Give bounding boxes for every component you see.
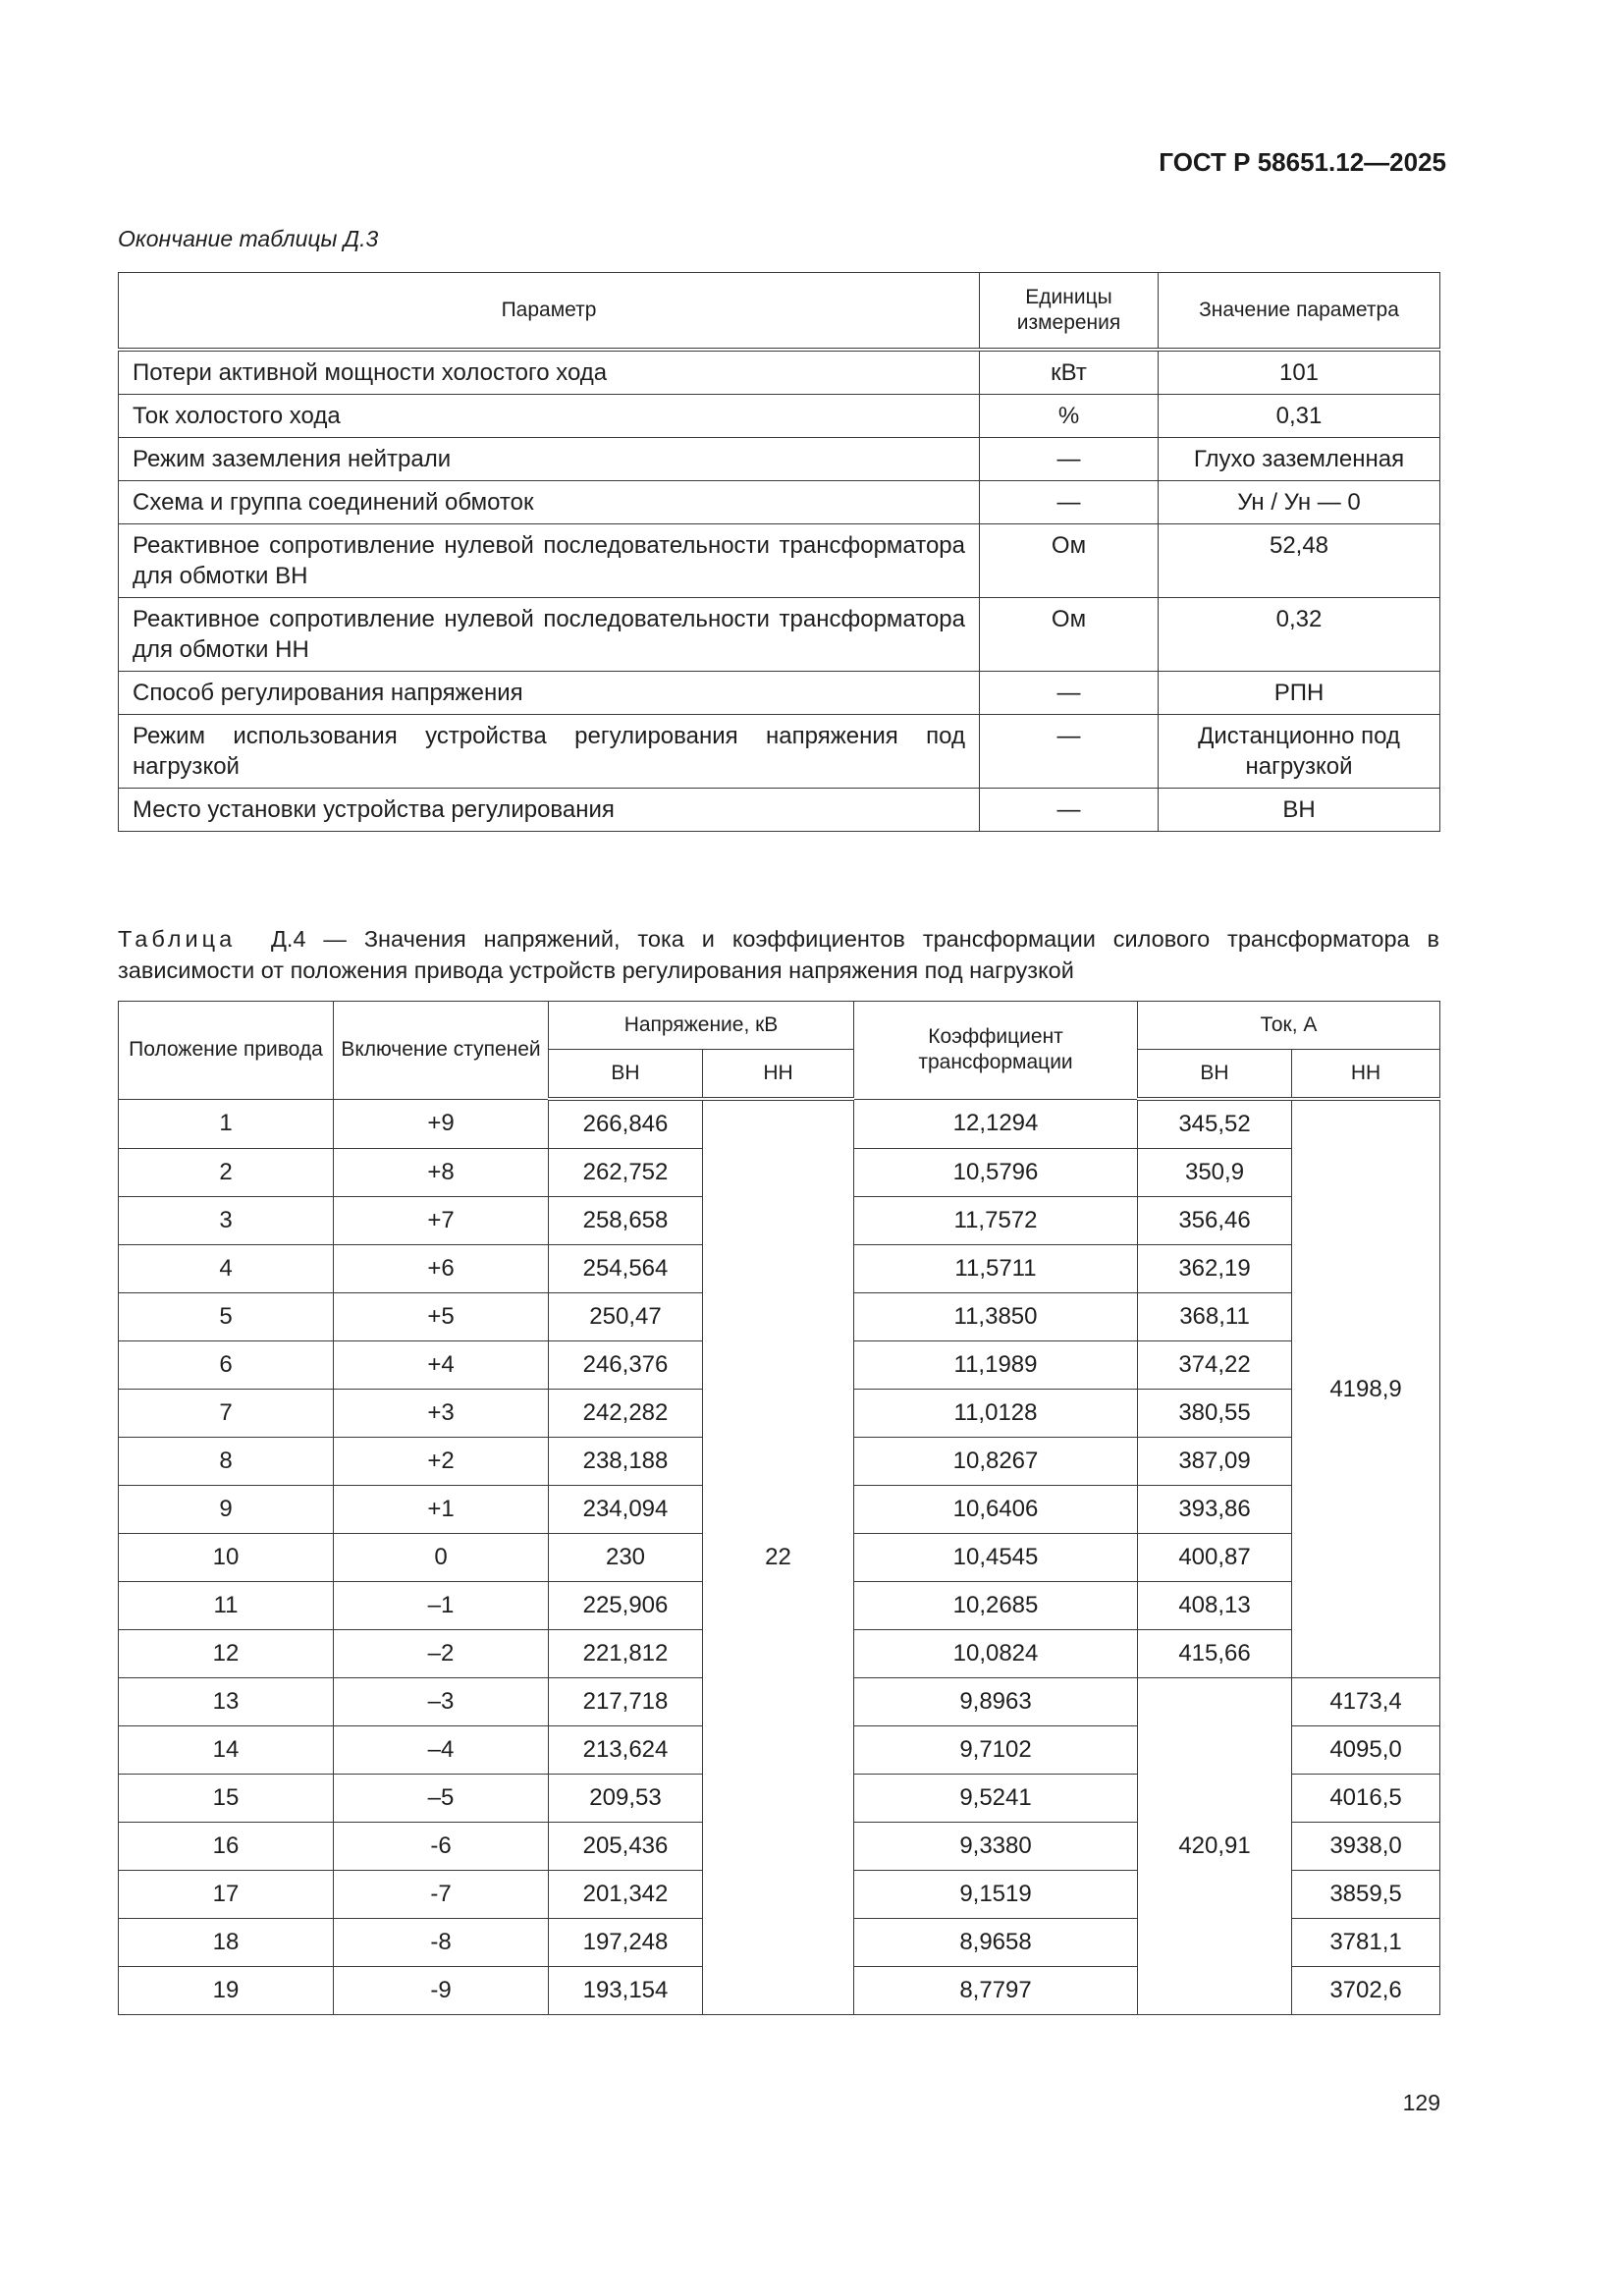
voltage-hv-cell: 238,188 [549,1438,703,1486]
steps-cell: +8 [334,1149,549,1197]
table-row [119,438,1440,481]
units-cell: Ом [980,598,1159,672]
current-lv-cell: 4173,4 [1292,1678,1440,1726]
ratio-cell: 12,1294 [854,1099,1138,1149]
steps-cell: +3 [334,1390,549,1438]
steps-cell: -7 [334,1871,549,1919]
units-cell: кВт [980,350,1159,395]
current-hv-cell: 387,09 [1138,1438,1292,1486]
ratio-cell: 10,2685 [854,1582,1138,1630]
position-cell: 14 [119,1726,334,1775]
voltage-hv-cell: 209,53 [549,1775,703,1823]
value-cell: 0,32 [1159,598,1440,672]
units-cell: Ом [980,524,1159,598]
table-d3-body [119,350,1440,832]
steps-cell: +2 [334,1438,549,1486]
table-row [119,524,1440,598]
table-d3-caption: Окончание таблицы Д.3 [118,226,379,251]
table-d4-caption [118,923,1439,986]
voltage-hv-cell: 234,094 [549,1486,703,1534]
units-cell: — [980,438,1159,481]
steps-cell: –4 [334,1726,549,1775]
voltage-hv-cell: 262,752 [549,1149,703,1197]
steps-cell: +9 [334,1099,549,1149]
parameter-cell: Режим использования устройства регулирования напряжения под нагрузкой [119,715,980,789]
ratio-cell: 10,4545 [854,1534,1138,1582]
value-cell: РПН [1159,672,1440,715]
ratio-cell: 11,5711 [854,1245,1138,1293]
position-cell: 19 [119,1967,334,2015]
position-cell: 2 [119,1149,334,1197]
value-cell: Глухо заземленная [1159,438,1440,481]
current-hv-cell: 345,52 [1138,1099,1292,1149]
table-d4-caption-text: Д.4 — Значения напряжений, тока и коэффициентов трансформации силового трансформатора в зависимости от положения привода устройств регулирования напряжения под нагрузкой [118,926,1439,983]
ratio-cell: 9,8963 [854,1678,1138,1726]
current-hv-cell: 415,66 [1138,1630,1292,1678]
parameter-cell: Место установки устройства регулирования [119,789,980,832]
position-cell: 8 [119,1438,334,1486]
units-cell: — [980,672,1159,715]
ratio-cell: 11,1989 [854,1341,1138,1390]
ratio-cell: 11,0128 [854,1390,1138,1438]
steps-cell: –3 [334,1678,549,1726]
voltage-lv-merged-cell: 22 [703,1099,854,2015]
ratio-cell: 9,7102 [854,1726,1138,1775]
steps-cell: +5 [334,1293,549,1341]
value-cell: Дистанционно под нагрузкой [1159,715,1440,789]
voltage-hv-cell: 225,906 [549,1582,703,1630]
steps-cell: +7 [334,1197,549,1245]
steps-cell: -9 [334,1967,549,2015]
position-cell: 16 [119,1823,334,1871]
current-hv-cell: 362,19 [1138,1245,1292,1293]
position-cell: 10 [119,1534,334,1582]
voltage-hv-cell: 246,376 [549,1341,703,1390]
table-row [119,350,1440,395]
current-lv-cell: 4016,5 [1292,1775,1440,1823]
voltage-hv-cell: 193,154 [549,1967,703,2015]
current-lv-cell: 3938,0 [1292,1823,1440,1871]
steps-cell: –2 [334,1630,549,1678]
position-cell: 5 [119,1293,334,1341]
table-d4 [118,1001,1440,2015]
position-cell: 15 [119,1775,334,1823]
voltage-hv-cell: 242,282 [549,1390,703,1438]
column-header-units: Единицы измерения [980,273,1159,351]
current-hv-cell: 350,9 [1138,1149,1292,1197]
ratio-cell: 9,3380 [854,1823,1138,1871]
parameter-cell: Реактивное сопротивление нулевой последовательности трансформатора для обмотки ВН [119,524,980,598]
parameter-cell: Ток холостого хода [119,395,980,438]
steps-cell: -8 [334,1919,549,1967]
position-cell: 6 [119,1341,334,1390]
table-row [119,672,1440,715]
value-cell: ВН [1159,789,1440,832]
steps-cell: +4 [334,1341,549,1390]
table-row [119,789,1440,832]
position-cell: 12 [119,1630,334,1678]
position-cell: 7 [119,1390,334,1438]
steps-cell: –5 [334,1775,549,1823]
position-cell: 13 [119,1678,334,1726]
position-cell: 11 [119,1582,334,1630]
position-cell: 9 [119,1486,334,1534]
current-hv-cell: 368,11 [1138,1293,1292,1341]
current-hv-cell: 400,87 [1138,1534,1292,1582]
current-lv-merged-cell: 4198,9 [1292,1099,1440,1678]
steps-cell: 0 [334,1534,549,1582]
table-row [119,715,1440,789]
ratio-cell: 11,7572 [854,1197,1138,1245]
ratio-cell: 11,3850 [854,1293,1138,1341]
current-hv-cell: 374,22 [1138,1341,1292,1390]
column-header-current: Ток, А [1138,1002,1440,1050]
current-lv-cell: 3859,5 [1292,1871,1440,1919]
current-lv-cell: 3781,1 [1292,1919,1440,1967]
current-hv-cell: 380,55 [1138,1390,1292,1438]
table-row [119,598,1440,672]
value-cell: 101 [1159,350,1440,395]
voltage-hv-cell: 217,718 [549,1678,703,1726]
voltage-hv-cell: 201,342 [549,1871,703,1919]
ratio-cell: 8,7797 [854,1967,1138,2015]
steps-cell: -6 [334,1823,549,1871]
position-cell: 18 [119,1919,334,1967]
table-d3 [118,272,1440,832]
column-header-voltage: Напряжение, кВ [549,1002,854,1050]
units-cell: % [980,395,1159,438]
voltage-hv-cell: 250,47 [549,1293,703,1341]
voltage-hv-cell: 230 [549,1534,703,1582]
table-row [119,481,1440,524]
steps-cell: –1 [334,1582,549,1630]
current-hv-merged-cell: 420,91 [1138,1678,1292,2015]
voltage-hv-cell: 266,846 [549,1099,703,1149]
voltage-hv-cell: 258,658 [549,1197,703,1245]
parameter-cell: Схема и группа соединений обмоток [119,481,980,524]
table-d4-caption-label: Таблица [118,926,237,952]
ratio-cell: 10,5796 [854,1149,1138,1197]
position-cell: 1 [119,1099,334,1149]
parameter-cell: Режим заземления нейтрали [119,438,980,481]
standard-code: ГОСТ Р 58651.12—2025 [1159,147,1446,177]
units-cell: — [980,789,1159,832]
parameter-cell: Реактивное сопротивление нулевой последовательности трансформатора для обмотки НН [119,598,980,672]
page-number: 129 [1402,2090,1440,2115]
ratio-cell: 8,9658 [854,1919,1138,1967]
column-header-parameter: Параметр [119,273,980,351]
position-cell: 3 [119,1197,334,1245]
table-row [119,395,1440,438]
voltage-hv-cell: 197,248 [549,1919,703,1967]
position-cell: 17 [119,1871,334,1919]
voltage-hv-cell: 221,812 [549,1630,703,1678]
position-cell: 4 [119,1245,334,1293]
column-header-position: Положение привода [119,1002,334,1100]
table-header-row [119,273,1440,351]
ratio-cell: 10,8267 [854,1438,1138,1486]
ratio-cell: 9,1519 [854,1871,1138,1919]
table-d4-body [119,1099,1440,2015]
value-cell: Ун / Ун — 0 [1159,481,1440,524]
column-header-voltage-hv: ВН [549,1050,703,1100]
units-cell: — [980,481,1159,524]
column-header-steps: Включение ступеней [334,1002,549,1100]
ratio-cell: 10,0824 [854,1630,1138,1678]
column-header-current-lv: НН [1292,1050,1440,1100]
column-header-voltage-lv: НН [703,1050,854,1100]
ratio-cell: 9,5241 [854,1775,1138,1823]
units-cell: — [980,715,1159,789]
steps-cell: +1 [334,1486,549,1534]
voltage-hv-cell: 205,436 [549,1823,703,1871]
current-hv-cell: 356,46 [1138,1197,1292,1245]
current-hv-cell: 393,86 [1138,1486,1292,1534]
steps-cell: +6 [334,1245,549,1293]
column-header-ratio: Коэффициент трансформации [854,1002,1138,1100]
parameter-cell: Способ регулирования напряжения [119,672,980,715]
ratio-cell: 10,6406 [854,1486,1138,1534]
current-lv-cell: 3702,6 [1292,1967,1440,2015]
column-header-current-hv: ВН [1138,1050,1292,1100]
table-header-row [119,1002,1440,1050]
voltage-hv-cell: 254,564 [549,1245,703,1293]
table-row [119,1099,1440,1149]
column-header-value: Значение параметра [1159,273,1440,351]
voltage-hv-cell: 213,624 [549,1726,703,1775]
value-cell: 0,31 [1159,395,1440,438]
current-lv-cell: 4095,0 [1292,1726,1440,1775]
value-cell: 52,48 [1159,524,1440,598]
current-hv-cell: 408,13 [1138,1582,1292,1630]
parameter-cell: Потери активной мощности холостого хода [119,350,980,395]
